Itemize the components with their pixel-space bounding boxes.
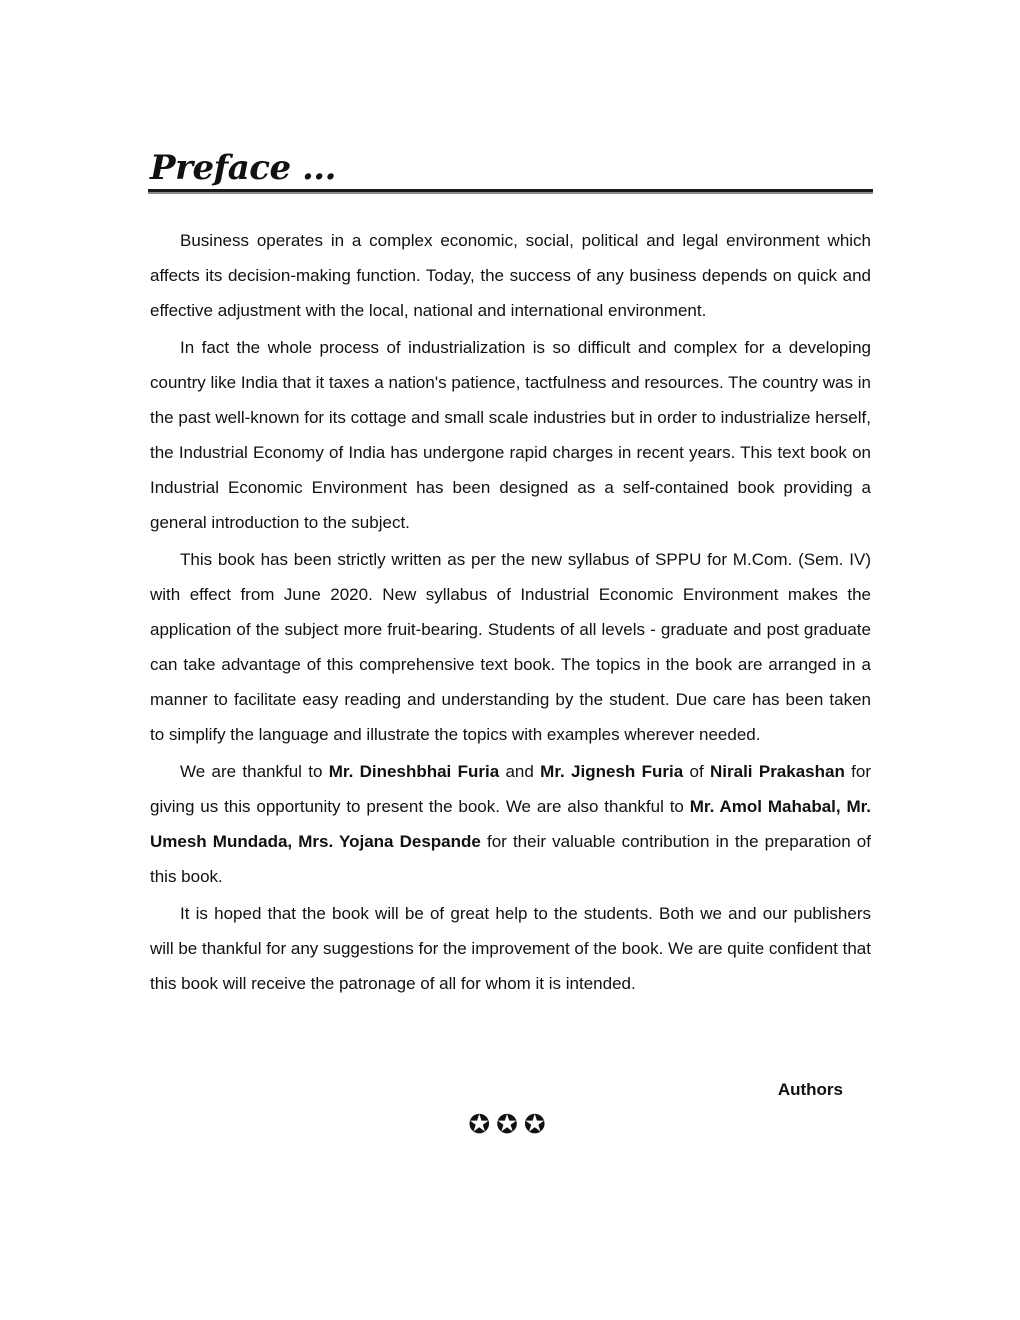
paragraph-4-text-4: for giving us this opportunity to present the book. We are also thankful to [150, 762, 872, 816]
title-underline [148, 189, 873, 192]
paragraph-5: It is hoped that the book will be of great help to the students. Both we and our publishers will be thankful for any suggestions for the improvement of the book. We are quite confident that this book will receive the patronage of all for whom it is intended. [150, 904, 871, 993]
paragraph-4-text-3: of [683, 762, 711, 781]
paragraph-4-text-5: for their valuable contribution in the preparation of this book. [150, 832, 871, 886]
paragraph-1: Business operates in a complex economic, social, political and legal environment which affects its decision-making function. Today, the success of any business depends on quick and effective adjustment with the local, national and international environment. [150, 231, 871, 320]
name-nirali-prakashan: Nirali Prakashan [710, 762, 845, 781]
paragraph-3: This book has been strictly written as per the new syllabus of SPPU for M.Com. (Sem. IV) with effect from June 2020. New syllabus of Industrial Economic Environment makes the application of the subject more fruit-bearing. Students of all levels - graduate and post graduate can take advantage of this comprehensive text book. The topics in the book are arranged in a manner to facilitate easy reading and understanding by the student. Due care has been taken to simplify the language and illustrate the topics with examples wherever needed. [150, 550, 871, 744]
preface-body [150, 223, 871, 1003]
name-dineshbhai-furia: Mr. Dineshbhai Furia [328, 762, 500, 781]
name-jignesh-furia: Mr. Jignesh Furia [540, 762, 684, 781]
end-ornament-icon: ✪✪✪ [468, 1110, 552, 1140]
page-title: Preface ... [150, 148, 336, 188]
signature-authors: Authors [777, 1080, 843, 1099]
paragraph-4 [150, 754, 871, 894]
paragraph-4-text-1: We are thankful to [180, 762, 329, 781]
paragraph-4-text-2: and [499, 762, 541, 781]
names-contributors: Mr. Amol Mahabal, Mr. Umesh Mundada, Mrs. Yojana Despande [150, 797, 872, 851]
paragraph-2: In fact the whole process of industrialization is so difficult and complex for a developing country like India that it taxes a nation's patience, tactfulness and resources. The country was in the past well-known for its cottage and small scale industries but in order to industrialize herself, the Industrial Economy of India has undergone rapid charges in recent years. This text book on Industrial Economic Environment has been designed as a self-contained book providing a general introduction to the subject. [150, 338, 871, 532]
